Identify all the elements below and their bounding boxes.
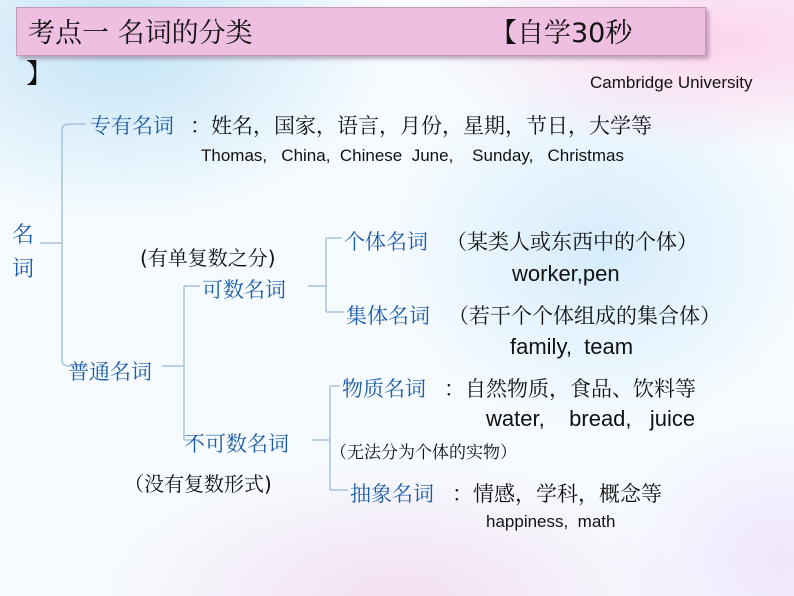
proper-noun-examples: Thomas, China, Chinese June, Sunday, Christmas [201,146,624,165]
root-char-2: 词 [12,257,35,282]
uncountable-noun-label: 不可数名词 [184,432,289,456]
uncountable-reason: （无法分为个体的实物） [330,443,517,463]
root-char-1: 名 [12,223,35,248]
material-noun-desc: ：自然物质，食品、饮料等 [444,377,696,401]
proper-noun-desc: ：姓名，国家，语言，月份，星期，节日，大学等 [190,114,652,138]
material-noun-examples: water, bread, juice [486,406,696,431]
abstract-noun-label: 抽象名词 [350,482,434,506]
countable-noun-label: 可数名词 [202,278,286,302]
individual-noun-desc: （某类人或东西中的个体） [446,230,698,254]
proper-noun-label: 专有名词 [90,114,174,138]
collective-noun-label: 集体名词 [346,304,430,328]
title-close-bracket: 】 [26,59,53,90]
common-noun-label: 普通名词 [68,360,152,384]
material-noun-label: 物质名词 [342,377,426,401]
collective-noun-examples: family, team [510,334,634,359]
countable-note: (有单复数之分) [140,246,276,270]
page-title: 考点一 名词的分类 [28,18,253,49]
source-label: Cambridge University [590,73,753,92]
individual-noun-examples: worker,pen [512,261,620,286]
uncountable-note: （没有复数形式) [124,472,272,496]
collective-noun-desc: （若干个个体组成的集合体） [448,304,721,328]
title-note: 【自学30秒 [490,18,633,49]
abstract-noun-desc: ：情感，学科，概念等 [452,482,662,506]
abstract-noun-examples: happiness, math [486,512,616,531]
individual-noun-label: 个体名词 [344,230,428,254]
